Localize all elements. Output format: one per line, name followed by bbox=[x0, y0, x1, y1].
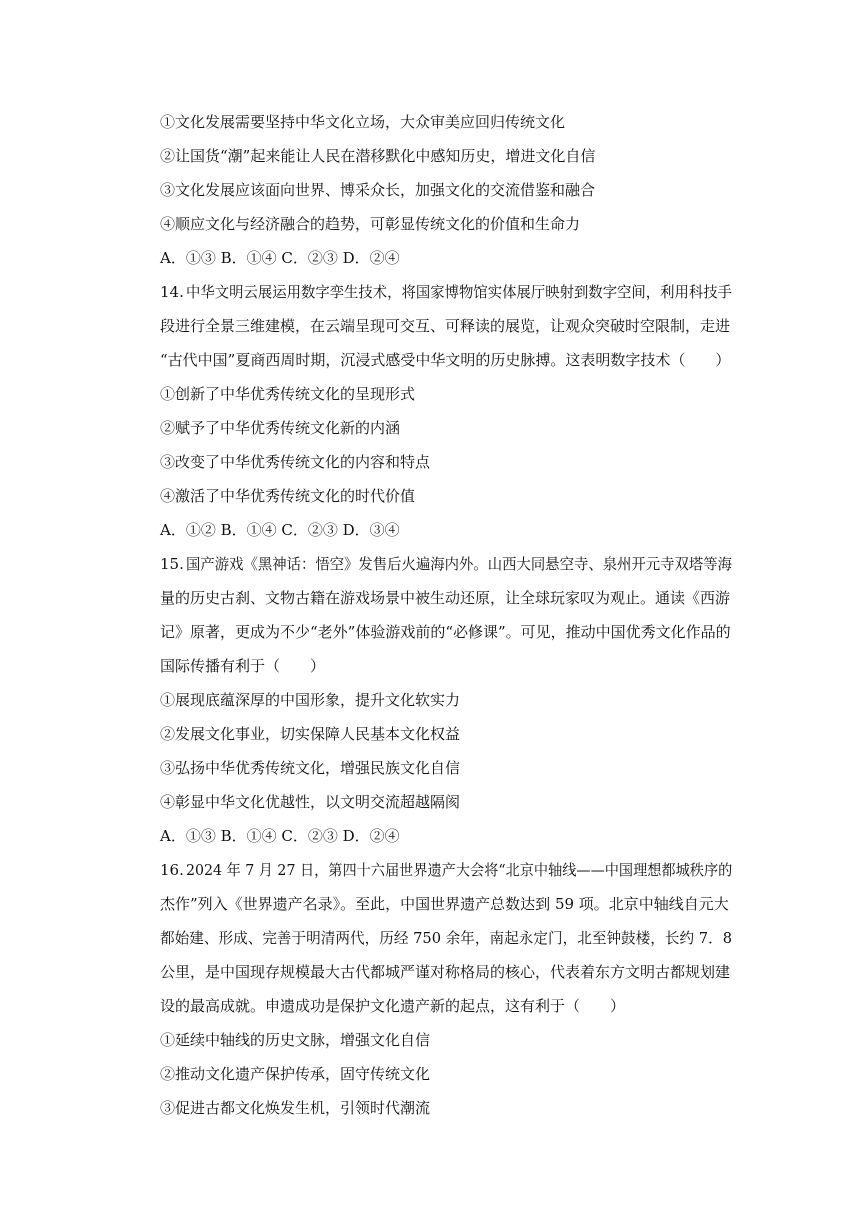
q14-answer-choices: A．①② B．①④ C．②③ D．③④ bbox=[160, 521, 400, 539]
q13-answer-choices: A．①③ B．①④ C．②③ D．②④ bbox=[160, 249, 400, 267]
q13-option-4: ④顺应文化与经济融合的趋势，可彰显传统文化的价值和生命力 bbox=[160, 215, 581, 233]
q14-option-4: ④激活了中华优秀传统文化的时代价值 bbox=[160, 487, 416, 505]
q14-option-1: ①创新了中华优秀传统文化的呈现形式 bbox=[160, 385, 416, 403]
q16-option-1: ①延续中轴线的历史文脉，增强文化自信 bbox=[160, 1031, 431, 1049]
q14-option-3: ③改变了中华优秀传统文化的内容和特点 bbox=[160, 453, 431, 471]
q15-option-2: ②发展文化事业，切实保障人民基本文化权益 bbox=[160, 725, 461, 743]
q14-stem-line-2: 段进行全景三维建模，在云端呈现可交互、可释读的展览，让观众突破时空限制，走进 bbox=[160, 317, 731, 335]
q14-stem-line-1: 中华文明云展运用数字孪生技术，将国家博物馆实体展厅映射到数字空间，利用科技手 bbox=[186, 283, 733, 301]
q15-stem-line-2: 量的历史古刹、文物古籍在游戏场景中被生动还原，让全球玩家叹为观止。通读《西游 bbox=[160, 589, 731, 607]
q15-option-1: ①展现底蕴深厚的中国形象，提升文化软实力 bbox=[160, 691, 461, 709]
q16-option-3: ③促进古都文化焕发生机，引领时代潮流 bbox=[160, 1099, 431, 1117]
q15-option-4: ④彰显中华文化优越性，以文明交流超越隔阂 bbox=[160, 793, 461, 811]
q16-option-2: ②推动文化遗产保护传承，固守传统文化 bbox=[160, 1065, 431, 1083]
q15-stem-line-1: 国产游戏《黑神话：悟空》发售后火遍海内外。山西大同悬空寺、泉州开元寺双塔等海 bbox=[186, 555, 733, 573]
q16-stem-line-3: 都始建、形成、完善于明清两代，历经 750 余年，南起永定门，北至钟鼓楼，长约 7．8 bbox=[160, 929, 733, 947]
q15-number: 15. bbox=[160, 555, 184, 573]
q13-option-1: ①文化发展需要坚持中华文化立场，大众审美应回归传统文化 bbox=[160, 113, 566, 131]
q15-option-3: ③弘扬中华优秀传统文化，增强民族文化自信 bbox=[160, 759, 461, 777]
q16-stem-line-4: 公里，是中国现存规模最大古代都城严谨对称格局的核心，代表着东方文明古都规划建 bbox=[160, 963, 731, 981]
q16-stem-line-5: 设的最高成就。申遗成功是保护文化遗产新的起点，这有利于（ ） bbox=[160, 997, 626, 1015]
q14-option-2: ②赋予了中华优秀传统文化新的内涵 bbox=[160, 419, 401, 437]
q16-number: 16. bbox=[160, 861, 184, 879]
q14-stem-line-3: “古代中国”夏商西周时期，沉浸式感受中华文明的历史脉搏。这表明数字技术（ ） bbox=[160, 351, 731, 369]
q13-option-3: ③文化发展应该面向世界、博采众长，加强文化的交流借鉴和融合 bbox=[160, 181, 596, 199]
q15-answer-choices: A．①③ B．①④ C．②③ D．②④ bbox=[160, 827, 400, 845]
q15-stem-line-4: 国际传播有利于（ ） bbox=[160, 657, 326, 675]
q16-stem-line-2: 杰作”列入《世界遗产名录》。至此，中国世界遗产总数达到 59 项。北京中轴线自元大 bbox=[160, 895, 729, 913]
q13-option-2: ②让国货“潮”起来能让人民在潜移默化中感知历史，增进文化自信 bbox=[160, 147, 596, 165]
q15-stem-line-3: 记》原著，更成为不少“老外”体验游戏前的“必修课”。可见，推动中国优秀文化作品的 bbox=[160, 623, 731, 641]
q14-number: 14. bbox=[160, 283, 184, 301]
q16-stem-line-1: 2024 年 7 月 27 日，第四十六届世界遗产大会将“北京中轴线——中国理想都城秩序的 bbox=[186, 861, 733, 879]
